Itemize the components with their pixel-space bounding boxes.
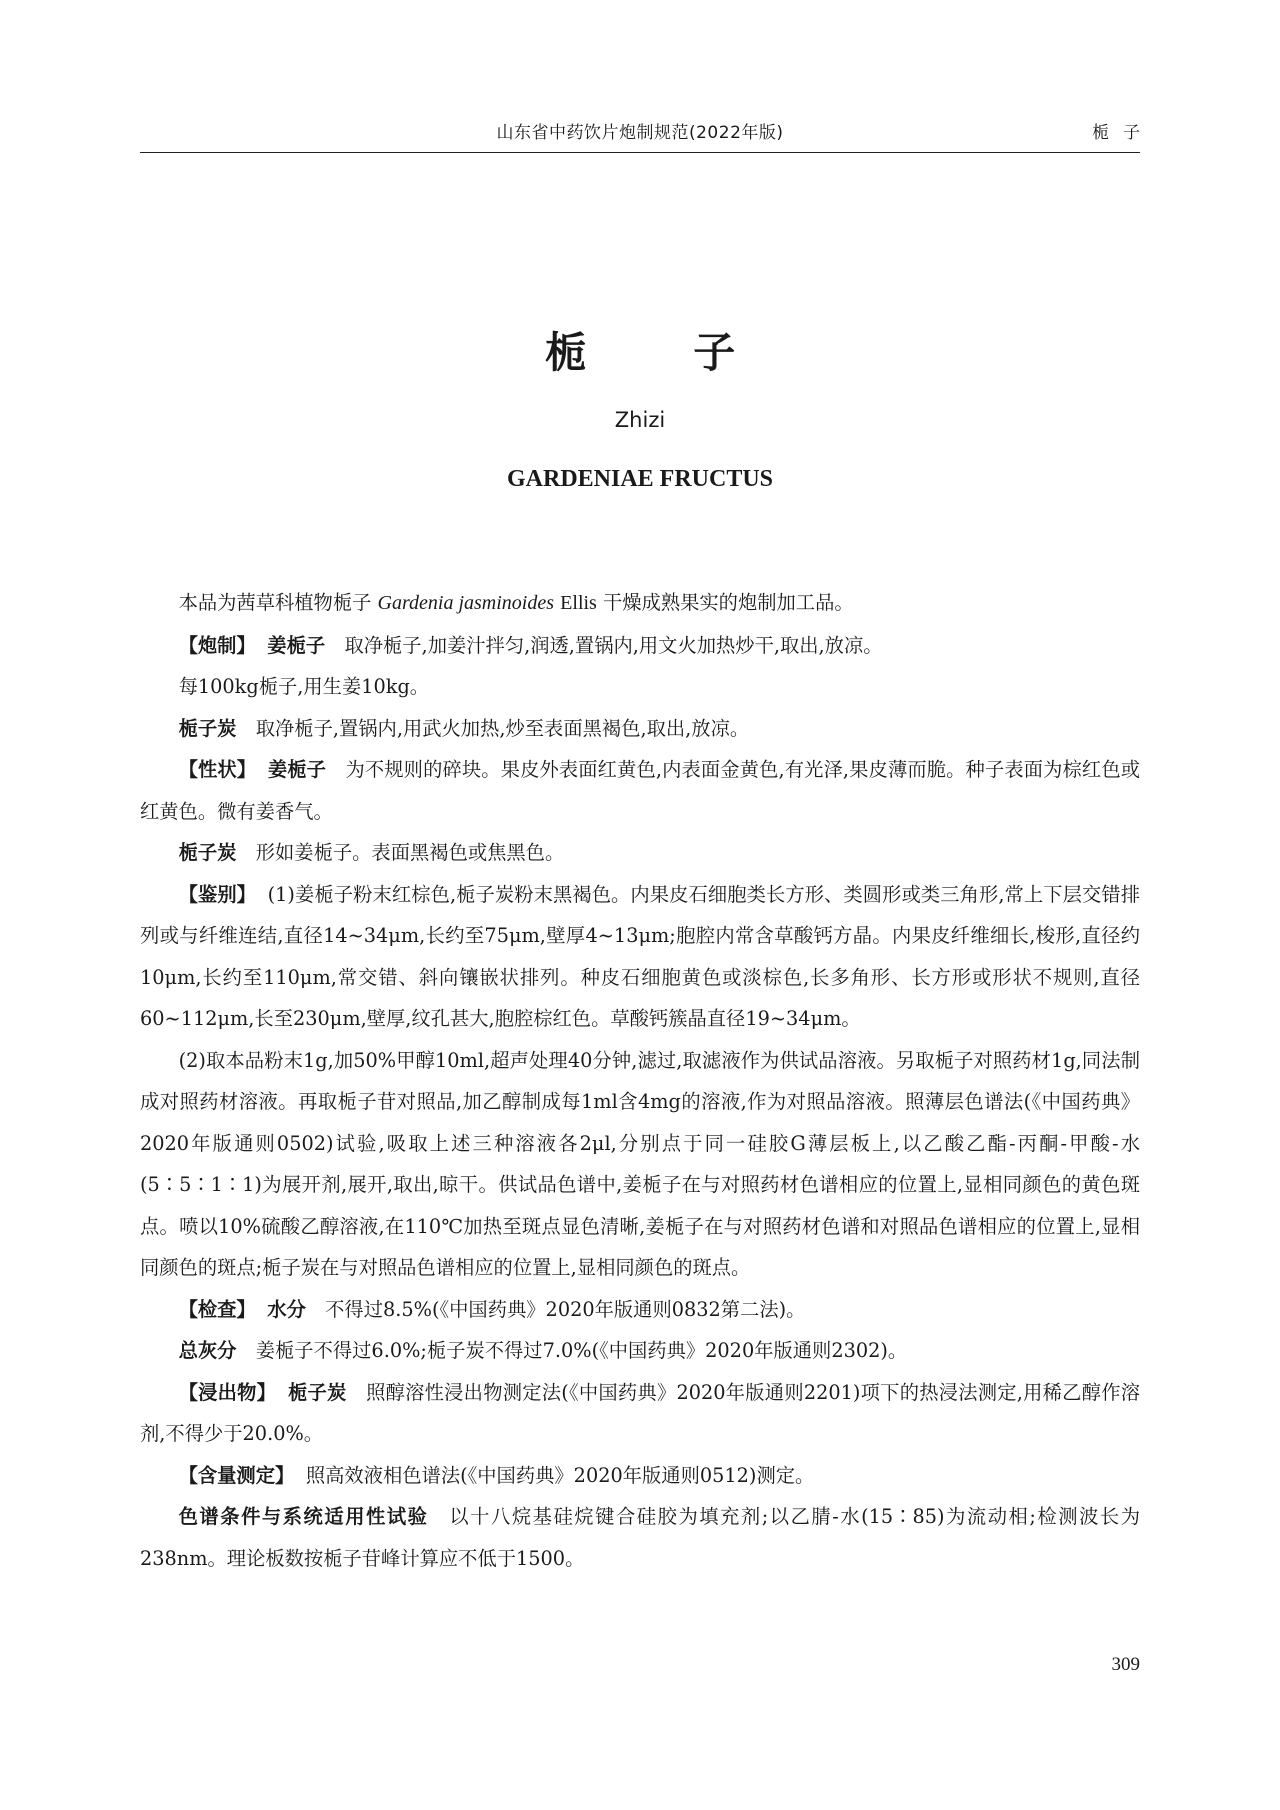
processing-jiang-text: 取净栀子,加姜汁拌匀,润透,置锅内,用文火加热炒干,取出,放凉。	[344, 633, 883, 657]
assay-conditions-label: 色谱条件与系统适用性试验	[178, 1505, 429, 1528]
running-section-name: 栀子	[1092, 123, 1154, 143]
running-book-title: 山东省中药饮片炮制规范(2022年版)	[496, 123, 784, 143]
species-name: Gardenia jasminoides	[377, 592, 555, 614]
processing-tan-text: 取净栀子,置锅内,用武火加热,炒至表面黑褐色,取出,放凉。	[255, 716, 750, 740]
inspection-ash-label: 总灰分	[178, 1339, 237, 1362]
identification-item-2: (2)取本品粉末1g,加50%甲醇10ml,超声处理40分钟,滤过,取滤液作为供试品溶液。另取栀子对照药材1g,同法制成对照药材溶液。再取栀子苷对照品,加乙醇制成每1ml含4mg的溶液,作为对照品溶液。照薄层色谱法(《中国药典》2020年版通则0502)试验,吸取上述三种溶液各2μl,分别点于同一硅胶G薄层板上,以乙酸乙酯-丙酮-甲酸-水(5∶5∶1∶1)为展开剂,展开,取出,晾干。供试品色谱中,姜栀子在与对照药材色谱相应的位置上,显相同颜色的黄色斑点。喷以10%硫酸乙醇溶液,在110℃加热至斑点显色清晰,姜栀子在与对照药材色谱和对照品色谱相应的位置上,显相同颜色的斑点;栀子炭在与对照品色谱相应的位置上,显相同颜色的斑点。	[140, 1048, 1140, 1279]
assay-text: 照高效液相色谱法(《中国药典》2020年版通则0512)测定。	[305, 1463, 815, 1487]
processing-tan-label: 栀子炭	[178, 716, 237, 740]
character-tan-paragraph	[140, 832, 1140, 874]
monograph-latin-name: GARDENIAE FRUCTUS	[506, 466, 774, 492]
monograph-body	[140, 582, 1140, 1579]
character-heading: 【性状】	[178, 758, 257, 781]
character-jiang-text: 为不规则的碎块。果皮外表面红黄色,内表面金黄色,有光泽,果皮薄而脆。种子表面为棕红色或红黄色。微有姜香气。	[140, 758, 1141, 823]
species-author: Ellis	[560, 592, 597, 614]
inspection-ash-paragraph	[140, 1330, 1140, 1372]
processing-ratio-text: 每100kg栀子,用生姜10kg。	[178, 675, 430, 698]
extract-heading: 【浸出物】	[178, 1380, 277, 1404]
extract-label: 栀子炭	[287, 1380, 347, 1404]
character-tan-text: 形如姜栀子。表面黑褐色或焦黑色。	[255, 841, 565, 864]
processing-tan-paragraph	[140, 708, 1140, 750]
processing-ratio	[140, 666, 1140, 708]
identification-heading: 【鉴别】	[178, 882, 257, 906]
identification-paragraph-2	[140, 1040, 1140, 1289]
intro-prefix: 本品为茜草科植物栀子	[178, 591, 372, 614]
inspection-heading: 【检查】	[178, 1297, 256, 1321]
character-tan-label: 栀子炭	[178, 841, 237, 864]
character-paragraph	[140, 749, 1140, 832]
processing-paragraph	[140, 625, 1140, 667]
character-jiang-label: 姜栀子	[267, 758, 327, 781]
monograph-title: 栀 子	[544, 328, 782, 377]
inspection-water-label: 水分	[267, 1297, 306, 1321]
inspection-water-text: 不得过8.5%(《中国药典》2020年版通则0832第二法)。	[325, 1297, 806, 1321]
page-number: 309	[1111, 1654, 1140, 1675]
extract-text: 照醇溶性浸出物测定法(《中国药典》2020年版通则2201)项下的热浸法测定,用稀乙醇作溶剂,不得少于20.0%。	[140, 1380, 1141, 1445]
identification-item-1: (1)姜栀子粉末红棕色,栀子炭粉末黑褐色。内果皮石细胞类长方形、类圆形或类三角形,常上下层交错排列或与纤维连结,直径14~34μm,长约至75μm,壁厚4~13μm;胞腔内常含草酸钙方晶。内果皮纤维细长,梭形,直径约10μm,长约至110μm,常交错、斜向镶嵌状排列。种皮石细胞黄色或淡棕色,长多角形、长方形或形状不规则,直径60~112μm,长至230μm,壁厚,纹孔甚大,胞腔棕红色。草酸钙簇晶直径19~34μm。	[140, 882, 1141, 1030]
monograph-pinyin: Zhizi	[614, 408, 666, 432]
extract-paragraph	[140, 1372, 1140, 1455]
assay-heading: 【含量测定】	[178, 1463, 295, 1487]
running-header	[140, 112, 1154, 153]
intro-suffix: 干燥成熟果实的炮制加工品。	[602, 591, 854, 614]
intro-paragraph	[140, 582, 1140, 625]
inspection-paragraph	[140, 1289, 1140, 1331]
processing-jiang-label: 姜栀子	[267, 633, 326, 657]
identification-paragraph	[140, 874, 1140, 1040]
assay-conditions-paragraph	[140, 1496, 1140, 1579]
assay-paragraph	[140, 1455, 1140, 1497]
assay-conditions-text: 以十八烷基硅烷键合硅胶为填充剂;以乙腈-水(15∶85)为流动相;检测波长为238nm。理论板数按栀子苷峰计算应不低于1500。	[140, 1505, 1141, 1570]
processing-heading: 【炮制】	[178, 633, 256, 657]
inspection-ash-text: 姜栀子不得过6.0%;栀子炭不得过7.0%(《中国药典》2020年版通则2302)。	[255, 1339, 908, 1362]
